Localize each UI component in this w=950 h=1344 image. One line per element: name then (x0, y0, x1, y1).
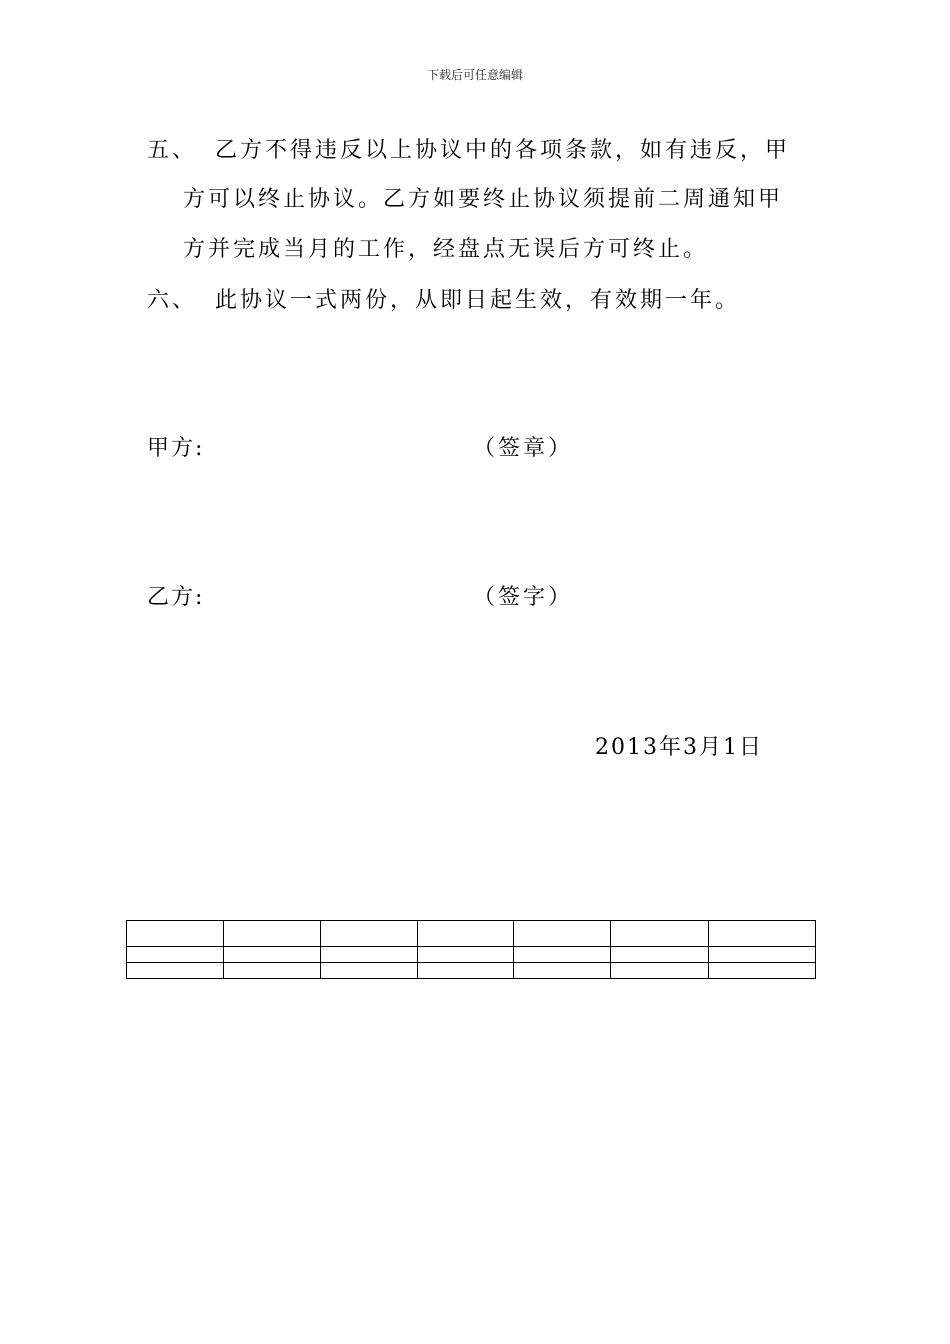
party-b-label: 乙方: (147, 585, 205, 610)
table-cell (611, 921, 709, 947)
party-a-seal-note: （签章） (473, 436, 574, 461)
table-cell (709, 921, 816, 947)
table-cell (320, 947, 417, 963)
table-cell (223, 963, 320, 979)
table-cell (514, 947, 611, 963)
table-cell (709, 947, 816, 963)
clause-5-line-1: 乙方不得违反以上协议中的各项条款，如有违反，甲 (215, 138, 791, 163)
table-cell (127, 963, 224, 979)
table-cell (223, 921, 320, 947)
clause-5-number: 五、 (147, 138, 198, 163)
table-cell (320, 963, 417, 979)
table-cell (417, 947, 514, 963)
party-b-signature-note: （签字） (473, 585, 574, 610)
table-cell (417, 963, 514, 979)
footer-table (126, 920, 816, 979)
table-cell (127, 921, 224, 947)
clause-5-line-2: 方可以终止协议。乙方如要终止协议须提前二周通知甲 (183, 187, 784, 212)
clause-6 (147, 286, 740, 316)
table-cell (514, 921, 611, 947)
clause-6-number: 六、 (147, 288, 198, 313)
table-cell (223, 947, 320, 963)
clause-5-line-3: 方并完成当月的工作，经盘点无误后方可终止。 (183, 237, 709, 262)
table-row (127, 947, 816, 963)
table-cell (611, 947, 709, 963)
table-cell (611, 963, 709, 979)
party-a-label: 甲方: (147, 436, 205, 461)
clause-5 (147, 136, 790, 166)
clause-6-line-1: 此协议一式两份，从即日起生效，有效期一年。 (215, 288, 741, 313)
table-cell (127, 947, 224, 963)
header-note: 下载后可任意编辑 (426, 68, 523, 82)
table-cell (514, 963, 611, 979)
table-row (127, 921, 816, 947)
agreement-date: 2013年3月1日 (595, 735, 763, 760)
table-cell (320, 921, 417, 947)
table-cell (417, 921, 514, 947)
table-cell (709, 963, 816, 979)
table-row (127, 963, 816, 979)
